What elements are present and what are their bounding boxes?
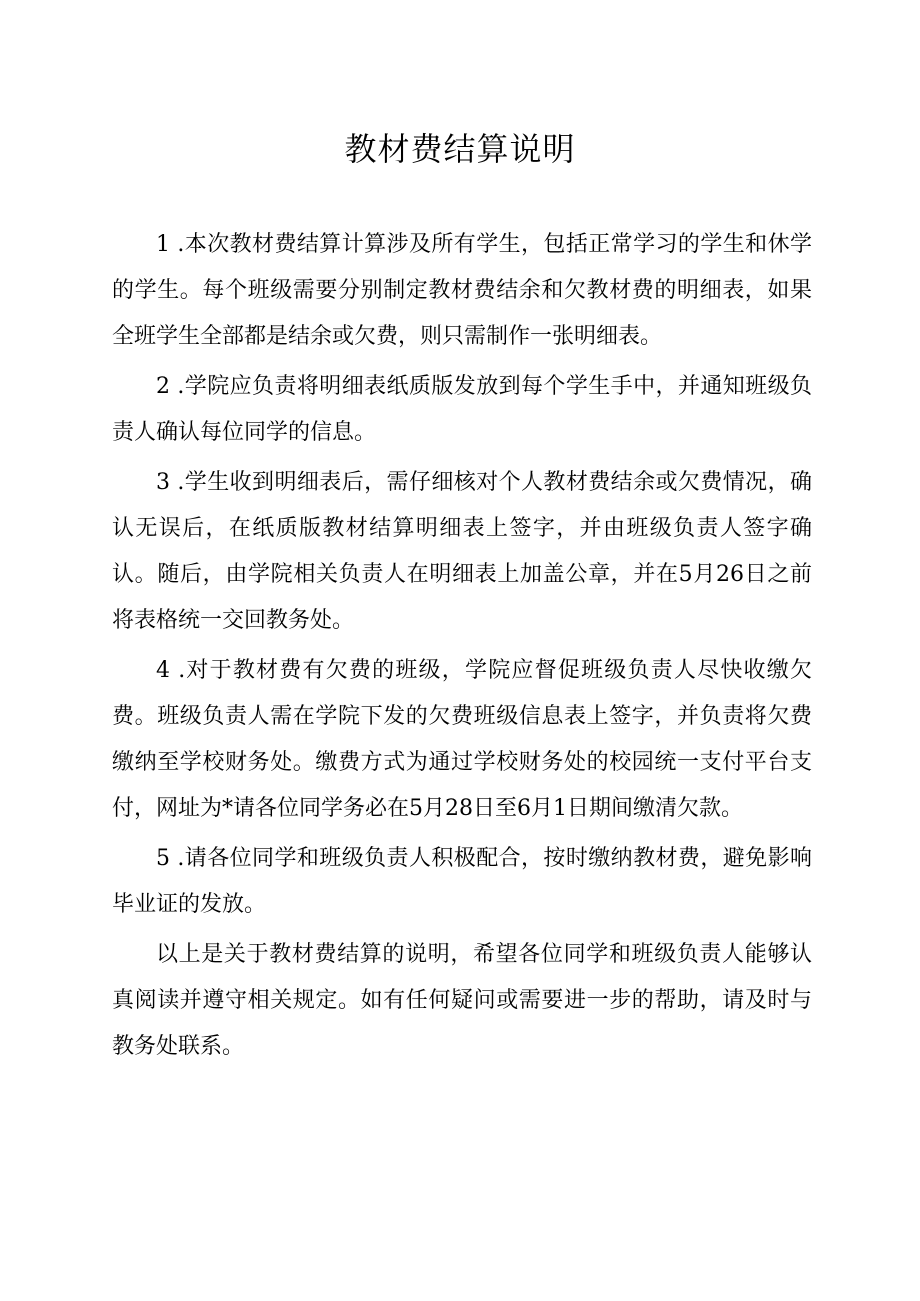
paragraph-1: 1 .本次教材费结算计算涉及所有学生，包括正常学习的学生和休学的学生。每个班级需要分别制定教材费结余和欠教材费的明细表，如果全班学生全部都是结余或欠费，则只需制作一张明细表。	[112, 232, 812, 349]
paragraph-4: 4 .对于教材费有欠费的班级，学院应督促班级负责人尽快收缴欠费。班级负责人需在学院下发的欠费班级信息表上签字，并负责将欠费缴纳至学校财务处。缴费方式为通过学校财务处的校园统一支付平台支付，网址为*请各位同学务必在5月28日至6月1日期间缴清欠款。	[112, 658, 812, 821]
paragraph-5: 5 .请各位同学和班级负责人积极配合，按时缴纳教材费，避免影响毕业证的发放。	[112, 846, 812, 917]
page-title: 教材费结算说明	[344, 130, 576, 168]
closing-paragraph: 以上是关于教材费结算的说明，希望各位同学和班级负责人能够认真阅读并遵守相关规定。如有任何疑问或需要进一步的帮助，请及时与教务处联系。	[112, 942, 812, 1059]
document-body	[112, 222, 812, 1074]
paragraph-2: 2 .学院应负责将明细表纸质版发放到每个学生手中，并通知班级负责人确认每位同学的信息。	[112, 374, 812, 445]
paragraph-3: 3 .学生收到明细表后，需仔细核对个人教材费结余或欠费情况，确认无误后，在纸质版教材结算明细表上签字，并由班级负责人签字确认。随后，由学院相关负责人在明细表上加盖公章，并在5月26日之前将表格统一交回教务处。	[112, 470, 812, 633]
